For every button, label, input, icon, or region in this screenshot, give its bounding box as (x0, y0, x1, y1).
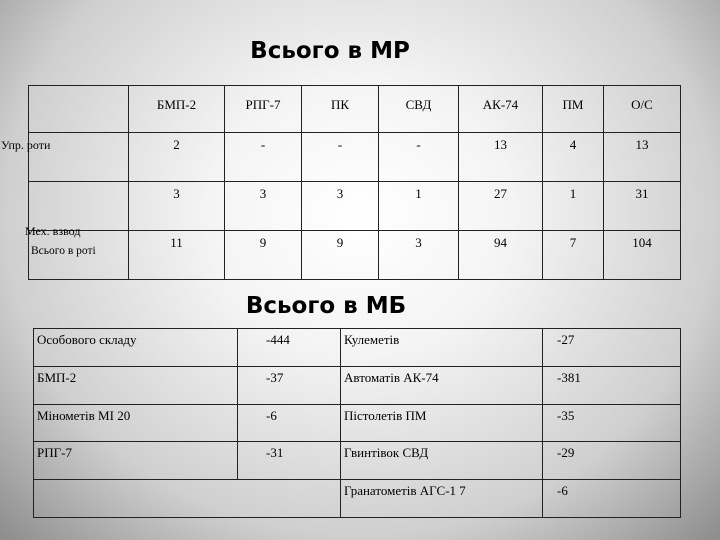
header-cell: БМП-2 (129, 86, 225, 133)
item-label: РПГ-7 (34, 442, 238, 480)
table-row (29, 182, 681, 231)
title-mr: Всього в МР (250, 38, 410, 64)
table-row (29, 133, 681, 182)
table-cell: 94 (459, 231, 543, 280)
item-label: Особового складу (34, 329, 238, 367)
header-cell: АК-74 (459, 86, 543, 133)
table-cell: 3 (129, 182, 225, 231)
table-cell: - (379, 133, 459, 182)
table-cell: 3 (302, 182, 379, 231)
table-mr-header-row (29, 86, 681, 133)
table-cell: 1 (543, 182, 604, 231)
table-cell: 9 (225, 231, 302, 280)
table-cell: 7 (543, 231, 604, 280)
table-cell: 3 (379, 231, 459, 280)
title-mb: Всього в МБ (245, 293, 407, 319)
header-cell: РПГ-7 (225, 86, 302, 133)
table-cell: - (302, 133, 379, 182)
header-cell: ПМ (543, 86, 604, 133)
item-value: -29 (543, 442, 681, 480)
item-label: Пістолетів ПМ (341, 404, 543, 442)
item-label: Автоматів АК-74 (341, 366, 543, 404)
header-cell: ПК (302, 86, 379, 133)
table-cell: 2 (129, 133, 225, 182)
item-label: Мінометів МІ 20 (34, 404, 238, 442)
table-cell: 4 (543, 133, 604, 182)
item-value: -27 (543, 329, 681, 367)
table-row (34, 366, 681, 404)
item-label (34, 480, 341, 518)
item-value: -444 (238, 329, 341, 367)
table-row (34, 442, 681, 480)
table-cell: 13 (459, 133, 543, 182)
header-cell: СВД (379, 86, 459, 133)
table-row (29, 231, 681, 280)
item-label: БМП-2 (34, 366, 238, 404)
item-value: -35 (543, 404, 681, 442)
table-row (34, 480, 681, 518)
item-value: -6 (238, 404, 341, 442)
table-cell: 27 (459, 182, 543, 231)
table-cell: 9 (302, 231, 379, 280)
table-cell: - (225, 133, 302, 182)
item-value: -37 (238, 366, 341, 404)
table-cell: 3 (225, 182, 302, 231)
table-mb (33, 328, 681, 518)
row-label-cell (29, 231, 129, 280)
item-label: Гранатометів АГС-1 7 (341, 480, 543, 518)
row-label: Всього в роті (31, 245, 96, 257)
table-mr (1, 85, 681, 280)
table-cell: 1 (379, 182, 459, 231)
table-cell: 104 (604, 231, 681, 280)
row-label: Упр. роти (1, 138, 51, 152)
item-value: -31 (238, 442, 341, 480)
item-label: Кулеметів (341, 329, 543, 367)
row-label-cell (25, 182, 129, 238)
item-value: -381 (543, 366, 681, 404)
item-label: Гвинтівок СВД (341, 442, 543, 480)
table-cell: 13 (604, 133, 681, 182)
row-label: Мех. взвод (25, 224, 81, 238)
table-cell: 11 (129, 231, 225, 280)
header-cell (29, 86, 129, 133)
table-row (34, 329, 681, 367)
header-cell: О/С (604, 86, 681, 133)
table-row (34, 404, 681, 442)
item-value: -6 (543, 480, 681, 518)
row-label-cell (1, 133, 129, 182)
table-cell: 31 (604, 182, 681, 231)
